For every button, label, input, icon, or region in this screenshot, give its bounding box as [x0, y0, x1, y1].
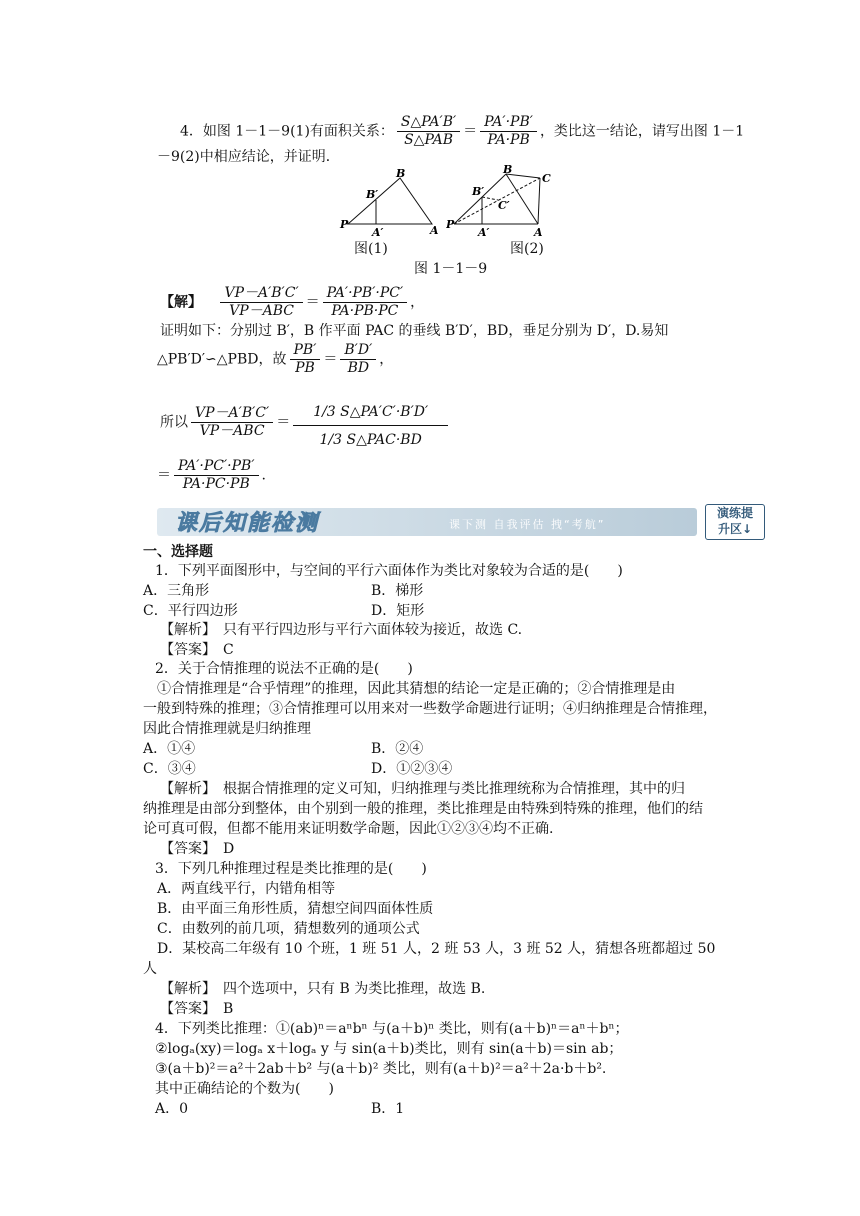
figure-1-triangle: [338, 166, 448, 242]
fig2-label-B: B: [503, 163, 513, 176]
q3-answer: 【答案】 B: [160, 1001, 234, 1017]
problem4-intro: 4．如图 1－1－9(1)有面积关系： $\frac{S\triangle PA'B'}{\text{S△PAB}}$ ＝ $\frac{PA'\cdot PB'}{PA\cdot PB}$ ，类比这一结论，请写出图 1－1: [180, 114, 745, 148]
fig1-label-Bp: B′: [366, 188, 379, 201]
section-banner: [157, 502, 765, 540]
q3-analysis: 【解析】 四个选项中，只有 B 为类比推理，故选 B.: [160, 981, 486, 997]
fig2-caption: 图(2): [510, 241, 544, 257]
fig2-label-C: C: [542, 172, 551, 185]
q2-analysis-3: 论可真可假，但都不能用来证明数学命题，因此①②③④均不正确.: [143, 821, 554, 837]
proof-line-3: 所以 $\frac{VP-A'B'C'}{\text{VP－ABC}}$ ＝ $\frac{1/3 S\triangle PA'C'\cdot B'D'}{\text{1/3 S△PAC·BD}}$: [160, 396, 451, 449]
fig2-label-P: P: [446, 218, 455, 231]
fig2-label-Ap: A′: [478, 226, 490, 239]
q1-option-d: D．矩形: [371, 603, 425, 619]
q1-stem: 1．下列平面图形中，与空间的平行六面体作为类比对象较为合适的是( ): [155, 563, 623, 579]
solution-line: 【解】 $\frac{VP-A'B'C'}{\text{VP－ABC}}$ ＝ $\frac{PA'\cdot PB'\cdot PC'}{PA\cdot PB\cdot PC}$ ，: [160, 285, 425, 319]
problem4-intro-a: 4．如图 1－1－9(1)有面积关系：: [180, 123, 394, 140]
q2-text-2: 一般到特殊的推理；③合情推理可以用来对一些数学命题进行证明；④归纳推理是合情推理，: [143, 701, 717, 717]
q1-option-b: B．梯形: [371, 583, 424, 599]
problem4-intro-c: －9(2)中相应结论，并证明．: [157, 149, 340, 165]
banner-subtitle: 课下测 自我评估 拽“考航”: [449, 518, 606, 531]
q4-option-b: B．1: [371, 1101, 405, 1117]
fig1-label-A: A: [430, 224, 439, 237]
q3-option-c: C．由数列的前几项，猜想数列的通项公式: [157, 921, 420, 937]
area-ratio-fraction: $\frac{S\triangle PA'B'}{\text{S△PAB}}$: [397, 114, 460, 149]
q1-option-c: C．平行四边形: [143, 603, 238, 619]
q4-text-3: ③(a＋b)²＝a²＋2ab＋b² 与(a＋b)² 类比，则有(a＋b)²＝a²＋2a·b＋b².: [155, 1061, 607, 1077]
fig2-label-Cp: C′: [498, 199, 510, 212]
q2-option-c: C．③④: [143, 761, 196, 777]
final-ratio-fraction: $\frac{PA'\cdot PC'\cdot PB'}{PA\cdot PC\cdot PB}$: [174, 458, 259, 493]
length-ratio-fraction: $\frac{PA'\cdot PB'}{PA\cdot PB}$: [480, 114, 537, 149]
q4-stem: 其中正确结论的个数为( ): [155, 1081, 334, 1097]
q3-option-d: D．某校高二年级有 10 个班，1 班 51 人，2 班 53 人，3 班 52 人，猜想各班都超过 50: [157, 941, 716, 957]
fig2-label-A: A: [534, 226, 543, 239]
figure-title: 图 1－1－9: [414, 261, 488, 277]
q4-text-1: 4．下列类比推理：①(ab)ⁿ＝aⁿbⁿ 与(a＋b)ⁿ 类比，则有(a＋b)ⁿ＝aⁿ＋bⁿ；: [155, 1021, 629, 1037]
figure-2-tetrahedron: [446, 162, 556, 240]
q3-option-d-cont: 人: [143, 961, 157, 977]
fig1-label-P: P: [340, 218, 349, 231]
volume-ratio-fraction: $\frac{VP-A'B'C'}{\text{VP－ABC}}$: [220, 285, 302, 320]
q2-answer: 【答案】 D: [160, 841, 235, 857]
similar-ratio-fraction-2: $\frac{B'D'}{BD}$: [340, 342, 376, 377]
fig2-label-Bp: B′: [472, 185, 485, 198]
q2-option-b: B．②④: [371, 741, 424, 757]
q3-stem: 3．下列几种推理过程是类比推理的是( ): [155, 861, 427, 877]
fig1-caption: 图(1): [354, 241, 388, 257]
banner-title: 课后知能检测: [175, 510, 320, 536]
section-title: 一、选择题: [143, 544, 213, 560]
similar-ratio-fraction-1: $\frac{PB'}{PB}$: [290, 342, 321, 377]
proof-line-1: 证明如下：分别过 B′，B 作平面 PAC 的垂线 B′D′，BD，垂足分别为 D′，D.易知: [160, 323, 669, 339]
q2-text-3: 因此合情推理就是归纳推理: [143, 721, 311, 737]
volume-ratio-fraction-2: $\frac{VP-A'B'C'}{\text{VP－ABC}}$: [191, 405, 273, 440]
q2-analysis-1: 【解析】 根据合情推理的定义可知，归纳推理与类比推理统称为合情推理，其中的归: [160, 781, 685, 797]
q4-option-a: A．0: [155, 1101, 189, 1117]
q2-stem: 2．关于合情推理的说法不正确的是( ): [155, 661, 413, 677]
proof-line-2: △PB′D′∽△PBD，故 $\frac{PB'}{PB}$ ＝ $\frac{B'D'}{BD}$ ，: [157, 342, 394, 376]
q3-option-b: B．由平面三角形性质，猜想空间四面体性质: [157, 901, 434, 917]
q4-text-2: ②logₐ(xy)＝logₐ x＋logₐ y 与 sin(a＋b)类比，则有 sin(a＋b)＝sin ab；: [155, 1041, 623, 1057]
q2-option-d: D．①②③④: [371, 761, 453, 777]
q1-answer: 【答案】 C: [160, 642, 234, 658]
q3-option-a: A．两直线平行，内错角相等: [157, 881, 336, 897]
solution-label: 【解】: [160, 294, 202, 311]
proof-line-4: ＝ $\frac{PA'\cdot PC'\cdot PB'}{PA\cdot PC\cdot PB}$ .: [157, 458, 266, 492]
q2-analysis-2: 纳推理是由部分到整体，由个别到一般的推理，类比推理是由特殊到特殊的推理，他们的结: [143, 801, 703, 817]
pyramid-volume-fraction: $\frac{1/3 S\triangle PA'C'\cdot B'D'}{\text{1/3 S△PAC·BD}}$: [293, 396, 448, 449]
q2-option-a: A．①④: [143, 741, 196, 757]
q1-analysis: 【解析】 只有平行四边形与平行六面体较为接近，故选 C.: [160, 622, 523, 638]
fig1-label-Ap: A′: [372, 226, 384, 239]
product-ratio-fraction: $\frac{PA'\cdot PB'\cdot PC'}{PA\cdot PB\cdot PC}$: [323, 285, 408, 320]
q1-option-a: A．三角形: [143, 583, 210, 599]
practice-badge: 演练提 升区↓: [705, 504, 765, 540]
q2-text-1: ①合情推理是“合乎情理”的推理，因此其猜想的结论一定是正确的；②合情推理是由: [157, 681, 676, 697]
problem4-intro-b: ，类比这一结论，请写出图 1－1: [539, 123, 745, 140]
fig1-label-B: B: [396, 167, 406, 180]
